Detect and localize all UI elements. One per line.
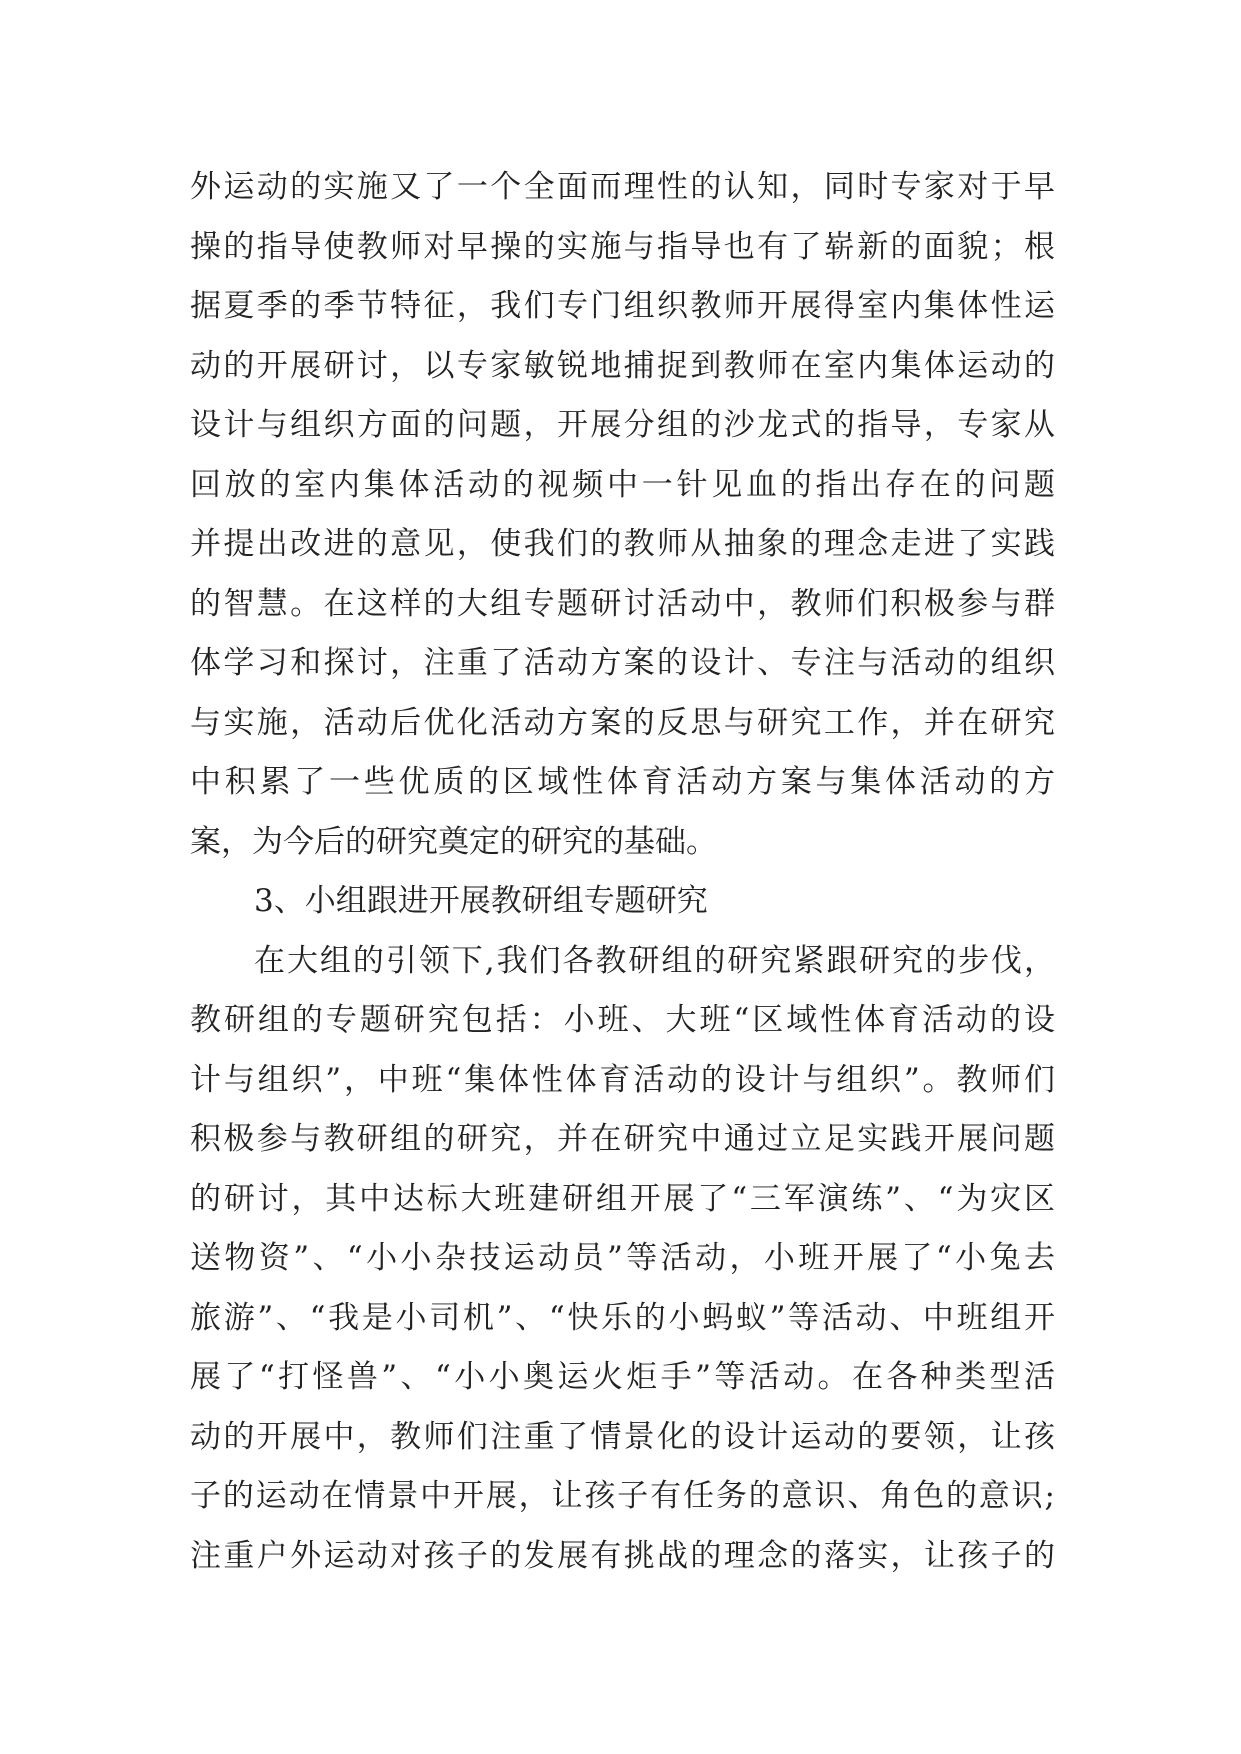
text-line: 积极参与教研组的研究，并在研究中通过立足实践开展问题 bbox=[190, 1121, 1055, 1157]
text-line: 注重户外运动对孩子的发展有挑战的理念的落实，让孩子的 bbox=[190, 1537, 1055, 1574]
text-line: 子的运动在情景中开展，让孩子有任务的意识、角色的意识; bbox=[190, 1478, 1055, 1514]
body-text bbox=[190, 158, 1055, 1586]
text-line: 据夏季的季节特征，我们专门组织教师开展得室内集体性运 bbox=[190, 288, 1055, 324]
text-line: 操的指导使教师对早操的实施与指导也有了崭新的面貌；根 bbox=[190, 228, 1055, 265]
text-line: 教研组的专题研究包括：小班、大班“区域性体育活动的设 bbox=[190, 1002, 1055, 1038]
text-line: 的智慧。在这样的大组专题研讨活动中，教师们积极参与群 bbox=[190, 585, 1055, 622]
text-line: 外运动的实施又了一个全面而理性的认知，同时专家对于早 bbox=[190, 169, 1055, 205]
text-line: 动的开展中，教师们注重了情景化的设计运动的要领，让孩 bbox=[190, 1418, 1055, 1455]
text-line: 中积累了一些优质的区域性体育活动方案与集体活动的方 bbox=[190, 764, 1055, 800]
paragraph-first-line: 在大组的引领下,我们各教研组的研究紧跟研究的步伐， bbox=[254, 942, 1055, 979]
section-heading: 3、小组跟进开展教研组专题研究 bbox=[254, 883, 708, 919]
text-line: 回放的室内集体活动的视频中一针见血的指出存在的问题 bbox=[190, 466, 1055, 503]
text-line: 的研讨，其中达标大班建研组开展了“三军演练”、“为灾区 bbox=[190, 1180, 1055, 1217]
text-line: 设计与组织方面的问题，开展分组的沙龙式的指导，专家从 bbox=[190, 407, 1055, 443]
text-line: 并提出改进的意见，使我们的教师从抽象的理念走进了实践 bbox=[190, 526, 1055, 562]
text-line: 送物资”、“小小杂技运动员”等活动，小班开展了“小兔去 bbox=[190, 1240, 1055, 1276]
paragraph-end-line: 案，为今后的研究奠定的研究的基础。 bbox=[190, 823, 717, 860]
text-line: 展了“打怪兽”、“小小奥运火炬手”等活动。在各种类型活 bbox=[190, 1359, 1055, 1395]
text-line: 旅游”、“我是小司机”、“快乐的小蚂蚁”等活动、中班组开 bbox=[190, 1299, 1055, 1336]
text-line: 与实施，活动后优化活动方案的反思与研究工作，并在研究 bbox=[190, 704, 1055, 741]
text-line: 体学习和探讨，注重了活动方案的设计、专注与活动的组织 bbox=[190, 645, 1055, 681]
text-line: 动的开展研讨，以专家敏锐地捕捉到教师在室内集体运动的 bbox=[190, 347, 1055, 384]
text-line: 计与组织”，中班“集体性体育活动的设计与组织”。教师们 bbox=[190, 1061, 1055, 1098]
